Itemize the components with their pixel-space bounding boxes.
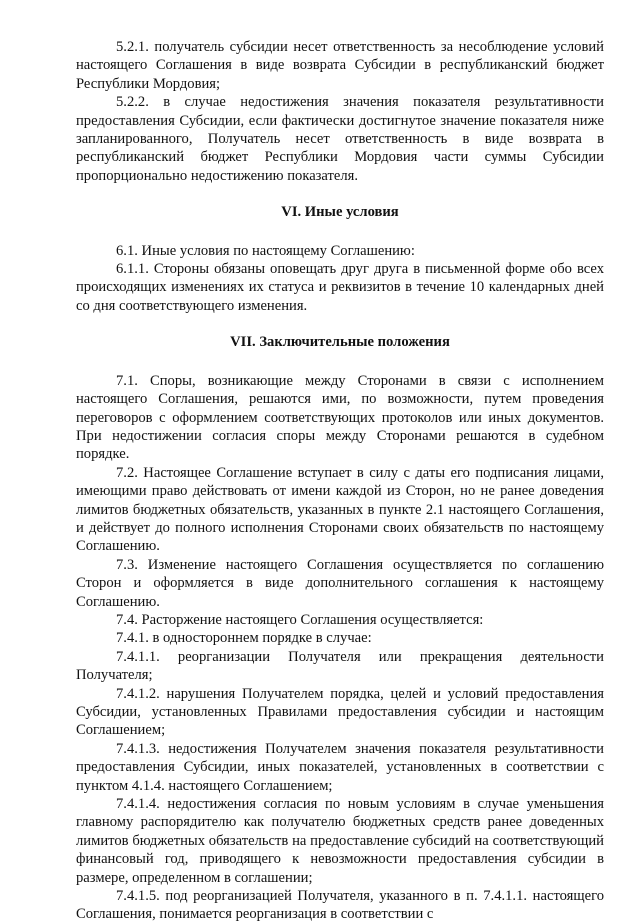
clause-7-1: 7.1. Споры, возникающие между Сторонами в связи с исполнением настоящего Соглашения, решаются ими, по возможности, путем проведения переговоров с оформлением соответствующих протоколов или иных документов. При недостижении согласия споры между Сторонами решаются в судебном порядке. (76, 372, 604, 463)
clause-7-2: 7.2. Настоящее Соглашение вступает в силу с даты его подписания лицами, имеющими право действовать от имени каждой из Сторон, но не ранее доведения лимитов бюджетных обязательств, указанных в пункте 2.1 настоящего Соглашения, и действует до полного исполнения Сторонами своих обязательств по настоящему Соглашению. (76, 464, 604, 555)
clause-7-3: 7.3. Изменение настоящего Соглашения осуществляется по соглашению Сторон и оформляется в виде дополнительного соглашения к настоящему Соглашению. (76, 556, 604, 610)
clause-7-4: 7.4. Расторжение настоящего Соглашения осуществляется: (116, 611, 484, 628)
clause-5-2-2: 5.2.2. в случае недостижения значения показателя результативности предоставления Субсидии, если фактически достигнутое значение показателя ниже запланированного, Получатель несет ответственность в виде возврата в республиканский бюджет Республики Мордовия части суммы Субсидии пропорционально недостижению показателя. (76, 94, 604, 184)
clause-7-4-1-5: 7.4.1.5. под реорганизацией Получателя, указанного в п. 7.4.1.1. настоящего Соглашения, понимается реорганизация в соответствии с (76, 888, 604, 923)
clause-7-4-1-1: 7.4.1.1. реорганизации Получателя или прекращения деятельности Получателя; (76, 648, 604, 684)
section-7-title: VII. Заключительные положения (230, 334, 450, 351)
clause-7-4-1: 7.4.1. в одностороннем порядке в случае: (116, 630, 372, 647)
clause-7-4-1-2: 7.4.1.2. нарушения Получателем порядка, целей и условий предоставления Субсидии, установленных Правилами предоставления субсидии и настоящим Соглашением; (76, 685, 604, 739)
clause-7-4-1-4: 7.4.1.4. недостижения согласия по новым условиям в случае уменьшения главному распорядителю как получателю бюджетных средств ранее доведенных лимитов бюджетных обязательств на предоставление субсидий на соответствующий финансовый год, приводящего к невозможности предоставления субсидии в размере, определенном в соглашении; (76, 796, 604, 886)
clause-6-1-1: 6.1.1. Стороны обязаны оповещать друг друга в письменной форме обо всех происходящих изменениях их статуса и реквизитов в течение 10 календарных дней со дня соответствующего изменения. (76, 261, 604, 314)
clause-5-2-1: 5.2.1. получатель субсидии несет ответственность за несоблюдение условий настоящего Соглашения в виде возврата Субсидии в республиканский бюджет Республики Мордовия; (76, 39, 604, 92)
section-6-title: VI. Иные условия (281, 204, 399, 221)
clause-7-4-1-3: 7.4.1.3. недостижения Получателем значения показателя результативности предоставления Субсидии, иных показателей, установленных в соответствии с пунктом 4.1.4. настоящего Соглашением; (76, 740, 604, 794)
clause-6-1: 6.1. Иные условия по настоящему Соглашению: (116, 242, 415, 259)
